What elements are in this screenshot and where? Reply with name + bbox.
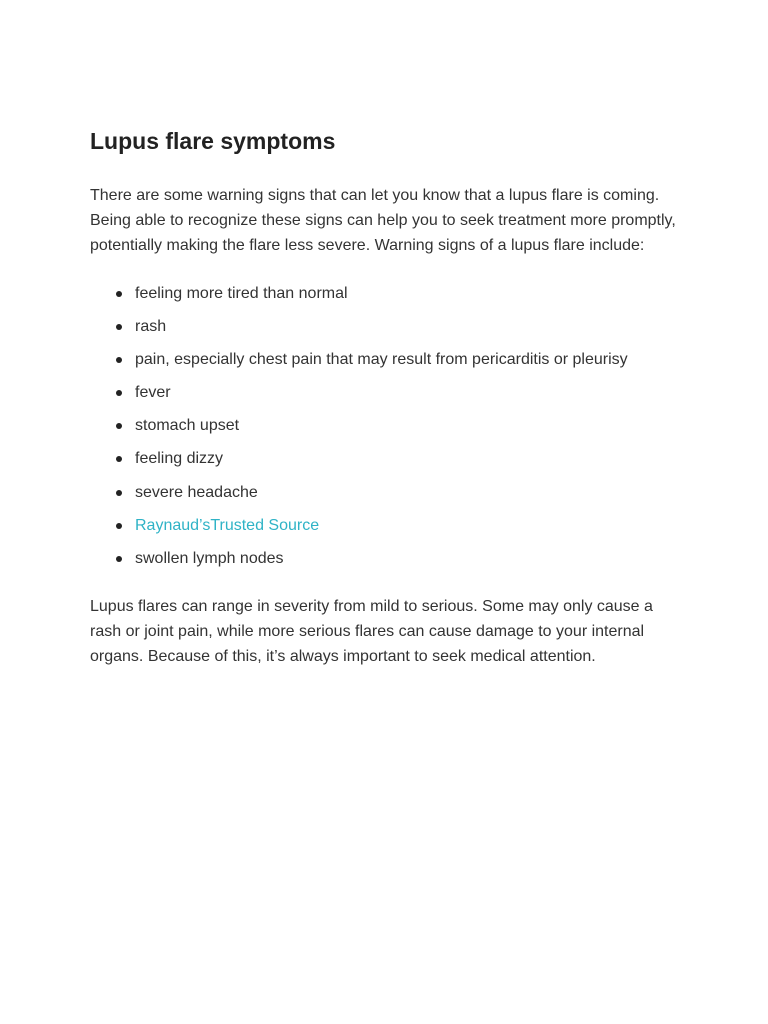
bullet-icon bbox=[116, 390, 122, 396]
list-item-text: feeling more tired than normal bbox=[135, 285, 348, 302]
list-item-text: pain, especially chest pain that may result from pericarditis or pleurisy bbox=[135, 351, 628, 369]
list-item bbox=[116, 547, 678, 571]
list-item-text: severe headache bbox=[135, 483, 258, 501]
list-item bbox=[116, 514, 678, 538]
bullet-icon bbox=[116, 423, 122, 429]
list-item bbox=[116, 315, 678, 339]
bullet-icon bbox=[116, 556, 122, 562]
list-item-text: stomach upset bbox=[135, 417, 240, 435]
list-item bbox=[116, 481, 678, 505]
conclusion-paragraph: Lupus flares can range in severity from mild to serious. Some may only cause a rash or joint pain, while more serious flares can cause damage to your internal organs. Because of this, it’s always important to seek medical attention. bbox=[90, 597, 653, 665]
list-item bbox=[116, 282, 678, 306]
symptom-list bbox=[90, 282, 678, 571]
bullet-icon bbox=[116, 456, 122, 462]
list-item bbox=[116, 348, 678, 372]
list-item-text: fever bbox=[135, 384, 171, 402]
list-item bbox=[116, 414, 678, 438]
list-item-text: swollen lymph nodes bbox=[135, 549, 284, 567]
list-item bbox=[116, 447, 678, 471]
section-heading: Lupus flare symptoms bbox=[90, 128, 336, 154]
intro-paragraph: There are some warning signs that can let you know that a lupus flare is coming. Being able to recognize these signs can help you to seek treatment more promptly, potentially making the flare less severe. Warning signs of a lupus flare include: bbox=[90, 187, 676, 254]
bullet-icon bbox=[116, 490, 122, 496]
bullet-icon bbox=[116, 291, 122, 297]
bullet-icon bbox=[116, 324, 122, 330]
bullet-icon bbox=[116, 357, 122, 363]
list-item-text: rash bbox=[135, 318, 167, 336]
raynauds-trusted-source-link[interactable]: Raynaud’sTrusted Source bbox=[135, 516, 320, 534]
list-item bbox=[116, 381, 678, 405]
bullet-icon bbox=[116, 523, 122, 529]
list-item-text: feeling dizzy bbox=[135, 450, 224, 468]
